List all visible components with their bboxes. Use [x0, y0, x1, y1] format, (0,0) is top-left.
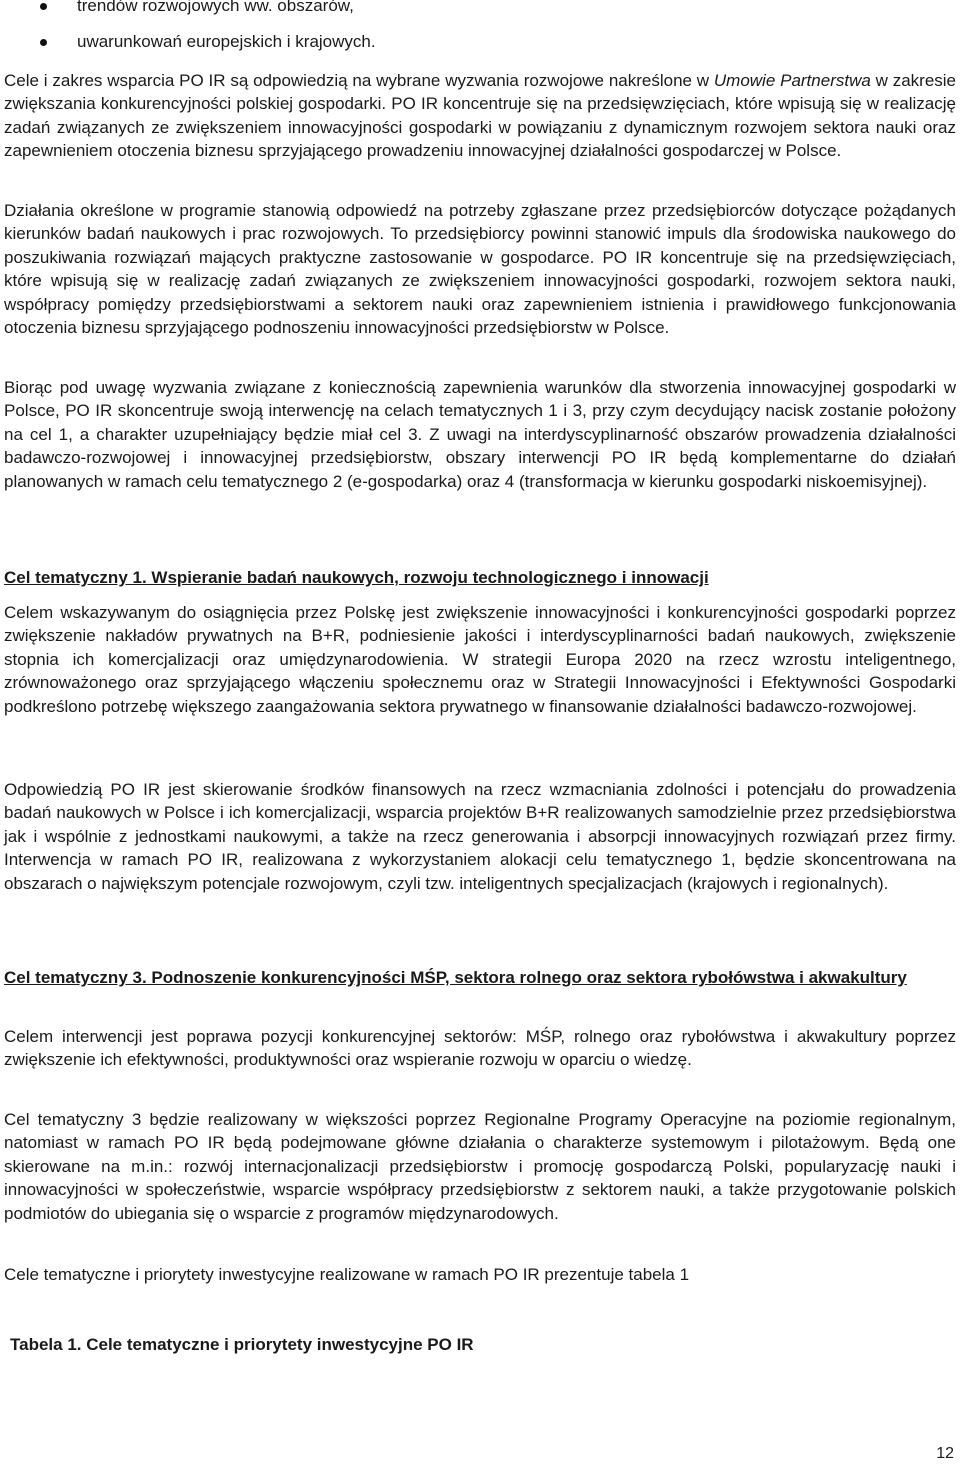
- agreement-title: Umowie Partnerstwa: [713, 71, 871, 90]
- bullet-text: trendów rozwojowych ww. obszarów,: [77, 0, 354, 15]
- paragraph-goals-rest: w zakresie zwiększania konkurencyjności polskiej gospodarki. PO IR koncentruje się na przedsięwzięciach, które wpisują się w realizację zadań związanych ze zwiększeniem innowacyjności gospodarki w powiązaniu z dynamicznym rozwojem sektora nauki oraz zapewnieniem otoczenia biznesu sprzyjającego prowadzeniu innowacyjnej działalności gospodarczej w Polsce.: [4, 71, 957, 161]
- paragraph-goal-1-response: Odpowiedzią PO IR jest skierowanie środków finansowych na rzecz wzmacniania zdolności i potencjału do prowadzenia badań naukowych w Polsce i ich komercjalizacji, wsparcia projektów B+R realizowanych samodzielnie przez przedsiębiorstwa jak i wspólnie z jednostkami naukowymi, a także na rzecz generowania i absorpcji innowacyjnych rozwiązań przez firmy. Interwencja w ramach PO IR, realizowana z wykorzystaniem alokacji celu tematycznego 1, będzie skoncentrowana na obszarach o największym potencjale rozwojowym, czyli tzw. inteligentnych specjalizacjach (krajowych i regionalnych).: [4, 780, 956, 893]
- paragraph-goal-3-objective: Celem interwencji jest poprawa pozycji konkurencyjnej sektorów: MŚP, rolnego oraz rybołówstwa i akwakultury poprzez zwiększenie ich efektywności, produktywności oraz wspieranie rozwoju w oparciu o wiedzę.: [4, 1027, 956, 1070]
- bullet-dot-icon: [40, 3, 47, 10]
- paragraph-table-intro: Cele tematyczne i priorytety inwestycyjne realizowane w ramach PO IR prezentuje tabela 1: [4, 1265, 690, 1284]
- page-number: 12: [936, 1445, 954, 1462]
- section-heading-goal-3: Cel tematyczny 3. Podnoszenie konkurencyjności MŚP, sektora rolnego oraz sektora rybołówstwa i akwakultury: [4, 968, 907, 987]
- paragraph-goals-start: Cele i zakres wsparcia PO IR są odpowiedzią na wybrane wyzwania rozwojowe nakreślone w: [4, 71, 714, 90]
- paragraph-goal-1-objective: Celem wskazywanym do osiągnięcia przez Polskę jest zwiększenie innowacyjności i konkurencyjności gospodarki poprzez zwiększenie nakładów prywatnych na B+R, podniesienie jakości i interdyscyplinarności badań naukowych, zwiększenie stopnia ich komercjalizacji oraz umiędzynarodowienia. W strategii Europa 2020 na rzecz wzrostu inteligentnego, zrównoważonego oraz sprzyjającego włączeniu społecznemu oraz w Strategii Innowacyjności i Efektywności Gospodarki podkreślono potrzebę większego zaangażowania sektora prywatnego w finansowanie działalności badawczo-rozwojowej.: [4, 603, 956, 716]
- paragraph-focus: Biorąc pod uwagę wyzwania związane z koniecznością zapewnienia warunków dla stworzenia innowacyjnej gospodarki w Polsce, PO IR skoncentruje swoją interwencję na celach tematycznych 1 i 3, przy czym decydujący nacisk zostanie położony na cel 1, a charakter uzupełniający będzie miał cel 3. Z uwagi na interdyscyplinarność obszarów prowadzenia działalności badawczo-rozwojowej i innowacyjnej przedsiębiorstw, obszary interwencji PO IR będą komplementarne do działań planowanych w ramach celu tematycznego 2 (e-gospodarka) oraz 4 (transformacja w kierunku gospodarki niskoemisyjnej).: [4, 378, 956, 491]
- bullet-dot-icon: [40, 39, 47, 46]
- bullet-item: [0, 30, 960, 66]
- section-heading-goal-1: Cel tematyczny 1. Wspieranie badań naukowych, rozwoju technologicznego i innowacji: [4, 568, 709, 587]
- table-caption: Tabela 1. Cele tematyczne i priorytety inwestycyjne PO IR: [10, 1335, 474, 1354]
- bullet-list: [0, 0, 960, 66]
- bullet-text: uwarunkowań europejskich i krajowych.: [77, 32, 376, 51]
- paragraph-actions: Działania określone w programie stanowią odpowiedź na potrzeby zgłaszane przez przedsiębiorców dotyczące pożądanych kierunków badań naukowych i prac rozwojowych. To przedsiębiorcy powinni stanowić impuls dla środowiska naukowego do poszukiwania rozwiązań mających praktyczne zastosowanie w gospodarce. PO IR koncentruje się na przedsięwzięciach, które wpisują się w realizację zadań związanych ze zwiększeniem innowacyjności gospodarki, rozwojem sektora nauki, współpracy pomiędzy przedsiębiorstwami a sektorem nauki oraz zapewnieniem istnienia i prawidłowego funkcjonowania otoczenia biznesu sprzyjającego podnoszeniu innowacyjności przedsiębiorstw w Polsce.: [4, 201, 956, 338]
- paragraph-goal-3-implementation: Cel tematyczny 3 będzie realizowany w większości poprzez Regionalne Programy Operacyjne na poziomie regionalnym, natomiast w ramach PO IR będą podejmowane główne działania o charakterze systemowym i pilotażowym. Będą one skierowane na m.in.: rozwój internacjonalizacji przedsiębiorstw i promocję gospodarczą Polski, popularyzację nauki i innowacyjności w społeczeństwie, wsparcie współpracy przedsiębiorstw z sektorem nauki, a także przygotowanie polskich podmiotów do ubiegania się o wsparcie z programów międzynarodowych.: [4, 1110, 956, 1223]
- bullet-item: [0, 0, 960, 30]
- paragraph-goals: [4, 69, 956, 163]
